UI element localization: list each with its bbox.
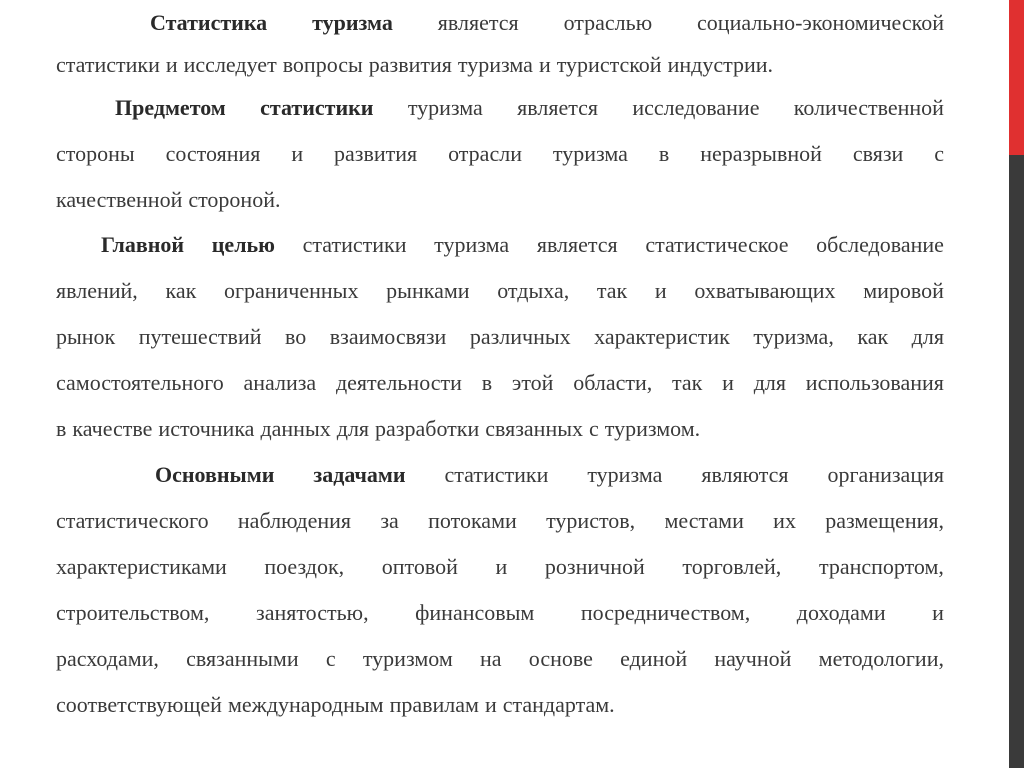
text-line — [56, 590, 944, 636]
word: качестве — [72, 416, 153, 441]
word: охватывающих — [694, 278, 836, 303]
word: туристской — [556, 52, 662, 77]
word: ограниченных — [223, 278, 359, 303]
word: основе — [528, 646, 593, 671]
word: неразрывной — [700, 141, 822, 166]
word: статистики — [444, 462, 549, 487]
word: исследование — [632, 95, 760, 120]
word: поездок, — [264, 554, 345, 579]
word: и — [165, 52, 178, 77]
text-line — [56, 544, 944, 590]
emphasis-word: целью — [211, 232, 275, 257]
word: как — [857, 324, 889, 349]
word: для — [911, 324, 944, 349]
text-line — [56, 177, 944, 223]
word: являются — [701, 462, 789, 487]
text-line — [56, 42, 944, 88]
word: стороны — [56, 141, 135, 166]
word: отдыха, — [497, 278, 570, 303]
word: занятостью, — [256, 600, 369, 625]
word: с — [589, 416, 599, 441]
word: является — [536, 232, 618, 257]
word: взаимосвязи — [329, 324, 447, 349]
word: связанных — [485, 416, 584, 441]
emphasis-word: Главной — [101, 232, 185, 257]
word: методологии, — [818, 646, 944, 671]
word: статистики — [302, 232, 407, 257]
word: разработки — [375, 416, 480, 441]
word: исследует — [183, 52, 277, 77]
text-line — [155, 452, 944, 498]
word: рынками — [386, 278, 470, 303]
word: рынок — [56, 324, 116, 349]
word: и — [484, 692, 497, 717]
accent-bar-dark — [1009, 155, 1024, 768]
word: во — [285, 324, 307, 349]
word: стороной. — [188, 187, 281, 212]
word: состояния — [165, 141, 261, 166]
word: торговлей, — [682, 554, 782, 579]
word: развития — [368, 52, 452, 77]
text-line — [56, 682, 944, 728]
emphasis-word: Статистика — [150, 10, 268, 35]
word: источника — [158, 416, 255, 441]
word: использования — [805, 370, 944, 395]
word: области, — [573, 370, 653, 395]
word: туризма — [457, 52, 533, 77]
word: и — [291, 141, 304, 166]
word: вопросы — [282, 52, 363, 77]
word: деятельности — [335, 370, 462, 395]
word: обследование — [816, 232, 944, 257]
word: с — [934, 141, 944, 166]
word: на — [480, 646, 502, 671]
word: характеристиками — [56, 554, 227, 579]
word: туризма — [407, 95, 483, 120]
word: местами — [664, 508, 744, 533]
word: отраслью — [563, 10, 653, 35]
word: и — [654, 278, 667, 303]
word: в — [481, 370, 493, 395]
word: индустрии. — [667, 52, 774, 77]
text-line — [150, 0, 944, 46]
emphasis-word: Предметом — [115, 95, 226, 120]
word: расходами, — [56, 646, 159, 671]
text-line — [56, 406, 944, 452]
text-line — [56, 314, 944, 360]
word: как — [165, 278, 197, 303]
word: оптовой — [381, 554, 458, 579]
text-line — [56, 268, 944, 314]
word: связанными — [186, 646, 299, 671]
word: качественной — [56, 187, 183, 212]
word: развития — [334, 141, 418, 166]
word: статистического — [56, 508, 209, 533]
word: количественной — [793, 95, 944, 120]
word: строительством, — [56, 600, 210, 625]
word: и — [538, 52, 551, 77]
word: стандартам. — [502, 692, 615, 717]
word: мировой — [863, 278, 944, 303]
word: транспортом, — [818, 554, 944, 579]
word: и — [932, 600, 944, 625]
word: международным — [227, 692, 384, 717]
word: туризма — [587, 462, 663, 487]
word: доходами — [796, 600, 886, 625]
word: путешествий — [138, 324, 262, 349]
text-line — [115, 85, 944, 131]
word: научной — [714, 646, 792, 671]
word: посредничеством, — [580, 600, 751, 625]
word: статистики — [56, 52, 160, 77]
word: анализа — [243, 370, 317, 395]
word: для — [336, 416, 370, 441]
text-line — [56, 360, 944, 406]
word: соответствующей — [56, 692, 222, 717]
text-line — [56, 636, 944, 682]
word: розничной — [544, 554, 645, 579]
accent-bar-red — [1009, 0, 1024, 155]
emphasis-word: туризма — [312, 10, 393, 35]
word: за — [380, 508, 399, 533]
emphasis-word: статистики — [260, 95, 374, 120]
word: так — [672, 370, 703, 395]
word: статистическое — [645, 232, 789, 257]
word: их — [773, 508, 796, 533]
emphasis-word: задачами — [313, 462, 406, 487]
word: правилам — [389, 692, 479, 717]
word: туристов, — [546, 508, 636, 533]
word: для — [753, 370, 787, 395]
text-line — [101, 222, 944, 268]
word: туризмом — [362, 646, 453, 671]
word: данных — [260, 416, 331, 441]
word: так — [596, 278, 628, 303]
word: туризмом. — [604, 416, 701, 441]
word: организация — [827, 462, 944, 487]
word: в — [658, 141, 670, 166]
word: самостоятельного — [56, 370, 224, 395]
word: размещения, — [825, 508, 944, 533]
word: социально-экономической — [697, 10, 944, 35]
word: туризма, — [753, 324, 834, 349]
word: туризма — [552, 141, 628, 166]
word: связи — [852, 141, 904, 166]
word: и — [722, 370, 734, 395]
word: является — [437, 10, 519, 35]
text-line — [56, 498, 944, 544]
word: потоками — [428, 508, 517, 533]
word: единой — [620, 646, 688, 671]
emphasis-word: Основными — [155, 462, 275, 487]
word: различных — [469, 324, 571, 349]
word: явлений, — [56, 278, 138, 303]
word: туризма — [434, 232, 510, 257]
word: наблюдения — [237, 508, 352, 533]
word: отрасли — [448, 141, 522, 166]
word: в — [56, 416, 67, 441]
word: с — [325, 646, 336, 671]
word: и — [495, 554, 508, 579]
word: является — [517, 95, 599, 120]
text-line — [56, 131, 944, 177]
word: финансовым — [415, 600, 535, 625]
word: характеристик — [594, 324, 730, 349]
word: этой — [511, 370, 554, 395]
